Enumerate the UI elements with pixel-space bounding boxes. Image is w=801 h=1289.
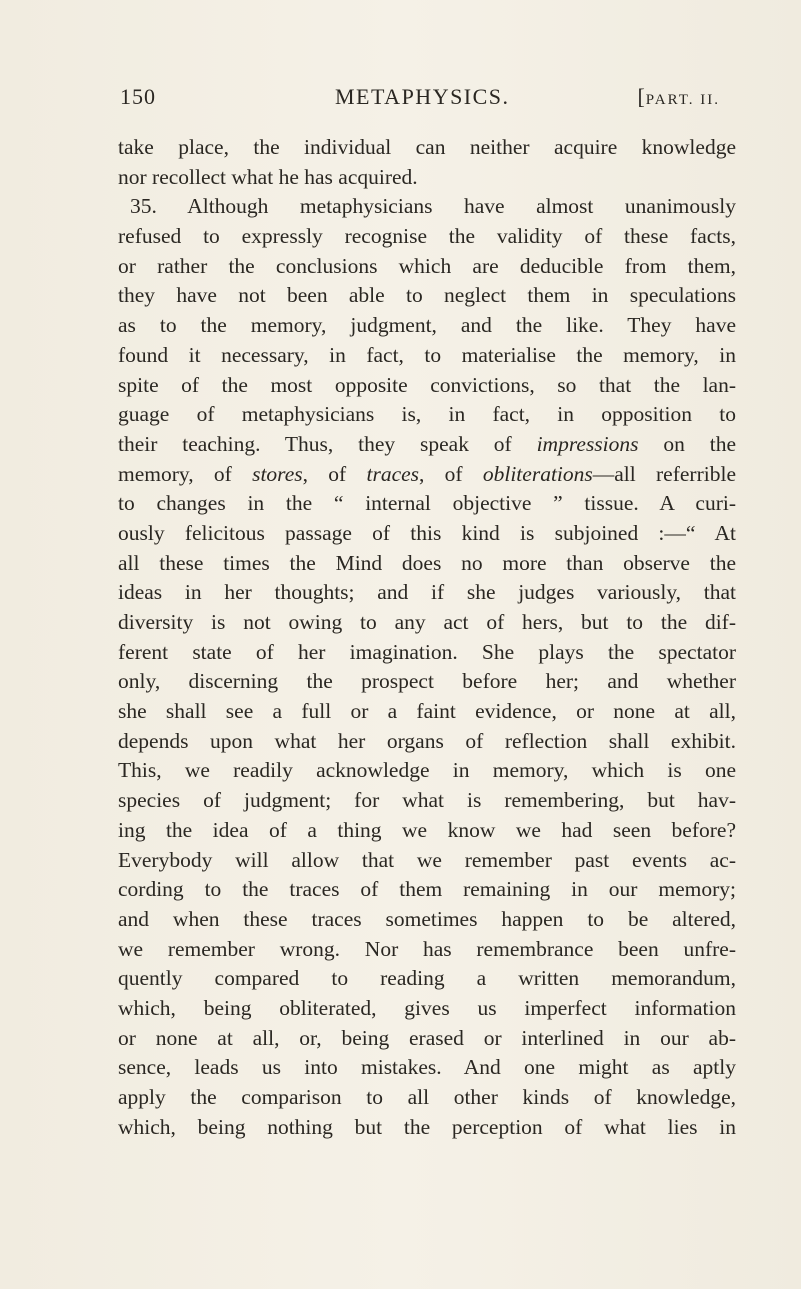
text-line: and when these traces sometimes happen to be altered, — [118, 906, 736, 931]
text-line: depends upon what her organs of reflection shall exhibit. — [118, 728, 736, 753]
text-line: take place, the individual can neither acquire knowledge — [118, 135, 736, 159]
text-line: species of judgment; for what is remembering, but hav- — [118, 788, 736, 813]
text-line: she shall see a full or a faint evidence, or none at all, — [118, 699, 736, 724]
text-line: ideas in her thoughts; and if she judges variously, that — [118, 580, 736, 605]
text-line: guage of metaphysicians is, in fact, in opposition to — [118, 402, 736, 427]
body-text — [118, 133, 736, 1142]
text-line: as to the memory, judgment, and the like. They have — [118, 313, 736, 338]
text-line: we remember wrong. Nor has remembrance been unfre- — [118, 936, 736, 961]
text-line: nor recollect what he has acquired. — [118, 164, 418, 189]
text-line — [118, 430, 736, 460]
text-line: or rather the conclusions which are deducible from them, — [118, 253, 736, 278]
text-line: they have not been able to neglect them in speculations — [118, 283, 736, 308]
text-line: ing the idea of a thing we know we had seen before? — [118, 817, 736, 842]
text-segment: their teaching. Thus, they speak of — [118, 431, 537, 456]
text-line: ously felicitous passage of this kind is subjoined :—“ At — [118, 520, 736, 545]
text-line — [118, 460, 736, 490]
text-line: 35. Although metaphysicians have almost unanimously — [130, 194, 736, 219]
text-line: ferent state of her imagination. She plays the spectator — [118, 639, 736, 664]
text-line: spite of the most opposite convictions, so that the lan- — [118, 372, 736, 397]
part-text: PART. II. — [645, 92, 720, 108]
text-line: found it necessary, in fact, to materialise the memory, in — [118, 342, 736, 367]
text-line: cording to the traces of them remaining in our memory; — [118, 877, 736, 902]
text-line: This, we readily acknowledge in memory, which is one — [118, 758, 736, 783]
text-line: all these times the Mind does no more than observe the — [118, 550, 736, 575]
part-label — [637, 84, 720, 110]
text-line: quently compared to reading a written memorandum, — [118, 966, 736, 991]
text-line: or none at all, or, being erased or interlined in our ab- — [118, 1025, 736, 1050]
italic-term: stores — [252, 461, 303, 486]
page-number: 150 — [120, 84, 156, 109]
italic-term: traces — [366, 461, 420, 486]
italic-term: impressions — [536, 431, 639, 456]
text-segment: on the — [638, 431, 736, 456]
text-line: refused to expressly recognise the validity of these facts, — [118, 224, 736, 249]
running-header — [120, 84, 720, 114]
text-line: apply the comparison to all other kinds of knowledge, — [118, 1085, 736, 1109]
running-title: METAPHYSICS. — [335, 84, 510, 109]
text-line: Everybody will allow that we remember past events ac- — [118, 847, 736, 872]
text-segment: memory, of — [118, 461, 253, 486]
text-segment: , of — [419, 461, 483, 486]
text-line: which, being obliterated, gives us imperfect information — [118, 995, 736, 1020]
text-segment: , of — [302, 461, 367, 486]
text-line: sence, leads us into mistakes. And one might as aptly — [118, 1055, 736, 1080]
text-line: only, discerning the prospect before her; and whether — [118, 669, 736, 694]
text-segment: —all referrible — [592, 461, 736, 486]
text-line: diversity is not owing to any act of hers, but to the dif- — [118, 610, 736, 634]
text-line: which, being nothing but the perception of what lies in — [118, 1114, 736, 1139]
text-line: to changes in the “ internal objective ” tissue. A curi- — [118, 491, 736, 516]
italic-term: obliterations — [482, 461, 593, 486]
part-bracket: [ — [637, 84, 646, 109]
